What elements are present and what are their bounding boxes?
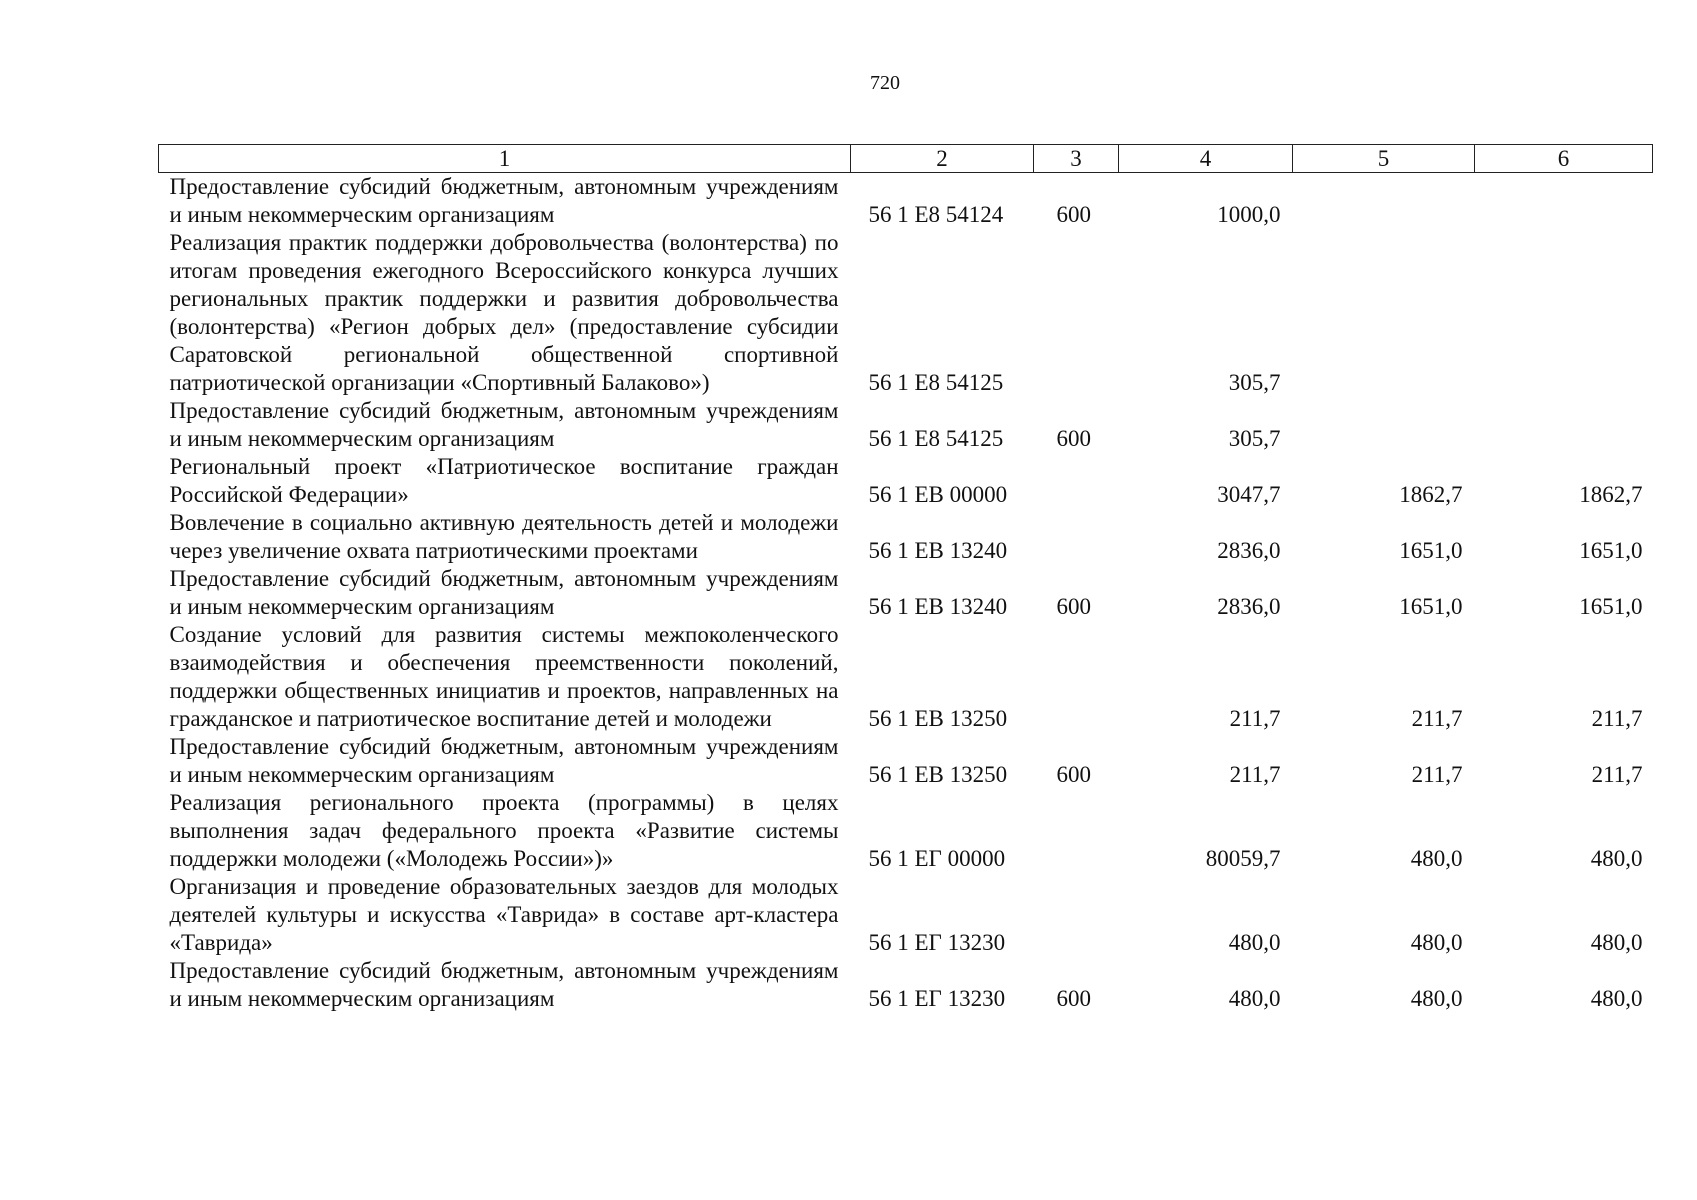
header-col-6: 6: [1475, 145, 1653, 173]
row-expense-type: [1034, 873, 1119, 957]
row-value-col5: [1293, 397, 1475, 453]
row-description: Региональный проект «Патриотическое воспитание граждан Российской Федерации»: [169, 454, 839, 507]
row-description: Вовлечение в социально активную деятельность детей и молодежи через увеличение охвата патриотическими проектами: [169, 510, 839, 563]
row-description: Организация и проведение образовательных заездов для молодых деятелей культуры и искусства «Таврида» в составе арт-кластера «Таврида»: [169, 874, 839, 955]
row-value-col5: [1293, 173, 1475, 230]
row-value-col6: 480,0: [1590, 930, 1643, 955]
row-code: 56 1 Е8 54125: [868, 426, 1004, 451]
row-code: 56 1 ЕВ 13250: [868, 762, 1008, 787]
row-code: 56 1 ЕВ 13240: [868, 538, 1008, 563]
header-col-1: 1: [159, 145, 851, 173]
row-value-col4: 2836,0: [1217, 538, 1281, 563]
table-row: [159, 873, 1653, 957]
row-expense-type: 600: [1056, 986, 1091, 1011]
row-value-col6: [1475, 173, 1653, 230]
row-value-col4: 80059,7: [1205, 846, 1281, 871]
row-value-col4: 3047,7: [1217, 482, 1281, 507]
row-description: Предоставление субсидий бюджетным, автономным учреждениям и иным некоммерческим организациям: [169, 398, 839, 451]
row-description: Предоставление субсидий бюджетным, автономным учреждениям и иным некоммерческим организациям: [169, 958, 839, 1011]
row-value-col4: 211,7: [1229, 762, 1281, 787]
row-value-col5: 480,0: [1410, 986, 1463, 1011]
row-code: 56 1 Е8 54125: [868, 370, 1004, 395]
row-value-col6: 1651,0: [1579, 594, 1643, 619]
header-col-3: 3: [1034, 145, 1119, 173]
row-value-col4: 305,7: [1228, 426, 1281, 451]
row-value-col4: 305,7: [1228, 370, 1281, 395]
row-description: Предоставление субсидий бюджетным, автономным учреждениям и иным некоммерческим организациям: [169, 734, 839, 787]
table-header: [159, 145, 1653, 173]
row-description: Реализация регионального проекта (программы) в целях выполнения задач федерального проекта «Развитие системы поддержки молодежи («Молодежь России»)»: [169, 790, 839, 871]
budget-table: [158, 144, 1653, 1013]
row-value-col5: 211,7: [1411, 706, 1463, 731]
row-expense-type: 600: [1056, 426, 1091, 451]
table-row: [159, 957, 1653, 1013]
row-value-col4: 480,0: [1228, 986, 1281, 1011]
table-row: [159, 789, 1653, 873]
header-row: [159, 145, 1653, 173]
row-value-col5: 480,0: [1410, 846, 1463, 871]
header-col-5: 5: [1293, 145, 1475, 173]
table-body: [159, 173, 1653, 1014]
row-code: 56 1 ЕГ 00000: [868, 846, 1006, 871]
row-value-col5: [1293, 229, 1475, 397]
row-value-col5: 1651,0: [1399, 594, 1463, 619]
row-description: Предоставление субсидий бюджетным, автономным учреждениям и иным некоммерческим организациям: [169, 566, 839, 619]
page-number: 720: [870, 72, 900, 94]
table-row: [159, 453, 1653, 509]
row-value-col6: [1475, 229, 1653, 397]
table-row: [159, 397, 1653, 453]
row-value-col5: 211,7: [1411, 762, 1463, 787]
row-expense-type: [1034, 453, 1119, 509]
header-col-4: 4: [1119, 145, 1293, 173]
row-code: 56 1 ЕВ 13250: [868, 706, 1008, 731]
row-value-col6: 211,7: [1591, 706, 1643, 731]
row-value-col4: 211,7: [1229, 706, 1281, 731]
table-row: [159, 733, 1653, 789]
row-value-col6: [1475, 397, 1653, 453]
row-value-col4: 480,0: [1228, 930, 1281, 955]
row-code: 56 1 ЕВ 13240: [868, 594, 1008, 619]
row-value-col5: 480,0: [1410, 930, 1463, 955]
row-expense-type: [1034, 789, 1119, 873]
row-description: Реализация практик поддержки добровольчества (волонтерства) по итогам проведения ежегодного Всероссийского конкурса лучших региональных практик поддержки и развития добровольчества (волонтерства) «Регион добрых дел» (предоставление субсидии Саратовской региональной общественной спортивной патриотической организации «Спортивный Балаково»): [169, 230, 839, 395]
table-row: [159, 509, 1653, 565]
row-value-col6: 1862,7: [1579, 482, 1643, 507]
row-value-col6: 480,0: [1590, 846, 1643, 871]
row-value-col6: 480,0: [1590, 986, 1643, 1011]
row-code: 56 1 ЕВ 00000: [868, 482, 1008, 507]
row-description: Создание условий для развития системы межпоколенческого взаимодействия и обеспечения преемственности поколений, поддержки общественных инициатив и проектов, направленных на гражданское и патриотическое воспитание детей и молодежи: [169, 622, 839, 731]
row-expense-type: 600: [1056, 202, 1091, 227]
row-value-col4: 2836,0: [1217, 594, 1281, 619]
row-value-col6: 1651,0: [1579, 538, 1643, 563]
table-row: [159, 229, 1653, 397]
table-row: [159, 173, 1653, 230]
row-expense-type: [1034, 229, 1119, 397]
row-expense-type: 600: [1056, 762, 1091, 787]
table-row: [159, 565, 1653, 621]
row-code: 56 1 ЕГ 13230: [868, 930, 1006, 955]
row-description: Предоставление субсидий бюджетным, автономным учреждениям и иным некоммерческим организациям: [169, 174, 839, 227]
header-col-2: 2: [851, 145, 1034, 173]
row-value-col5: 1862,7: [1399, 482, 1463, 507]
row-value-col5: 1651,0: [1399, 538, 1463, 563]
row-expense-type: [1034, 621, 1119, 733]
row-value-col6: 211,7: [1591, 762, 1643, 787]
row-expense-type: 600: [1056, 594, 1091, 619]
table-row: [159, 621, 1653, 733]
row-expense-type: [1034, 509, 1119, 565]
row-value-col4: 1000,0: [1217, 202, 1281, 227]
row-code: 56 1 ЕГ 13230: [868, 986, 1006, 1011]
row-code: 56 1 Е8 54124: [868, 202, 1004, 227]
